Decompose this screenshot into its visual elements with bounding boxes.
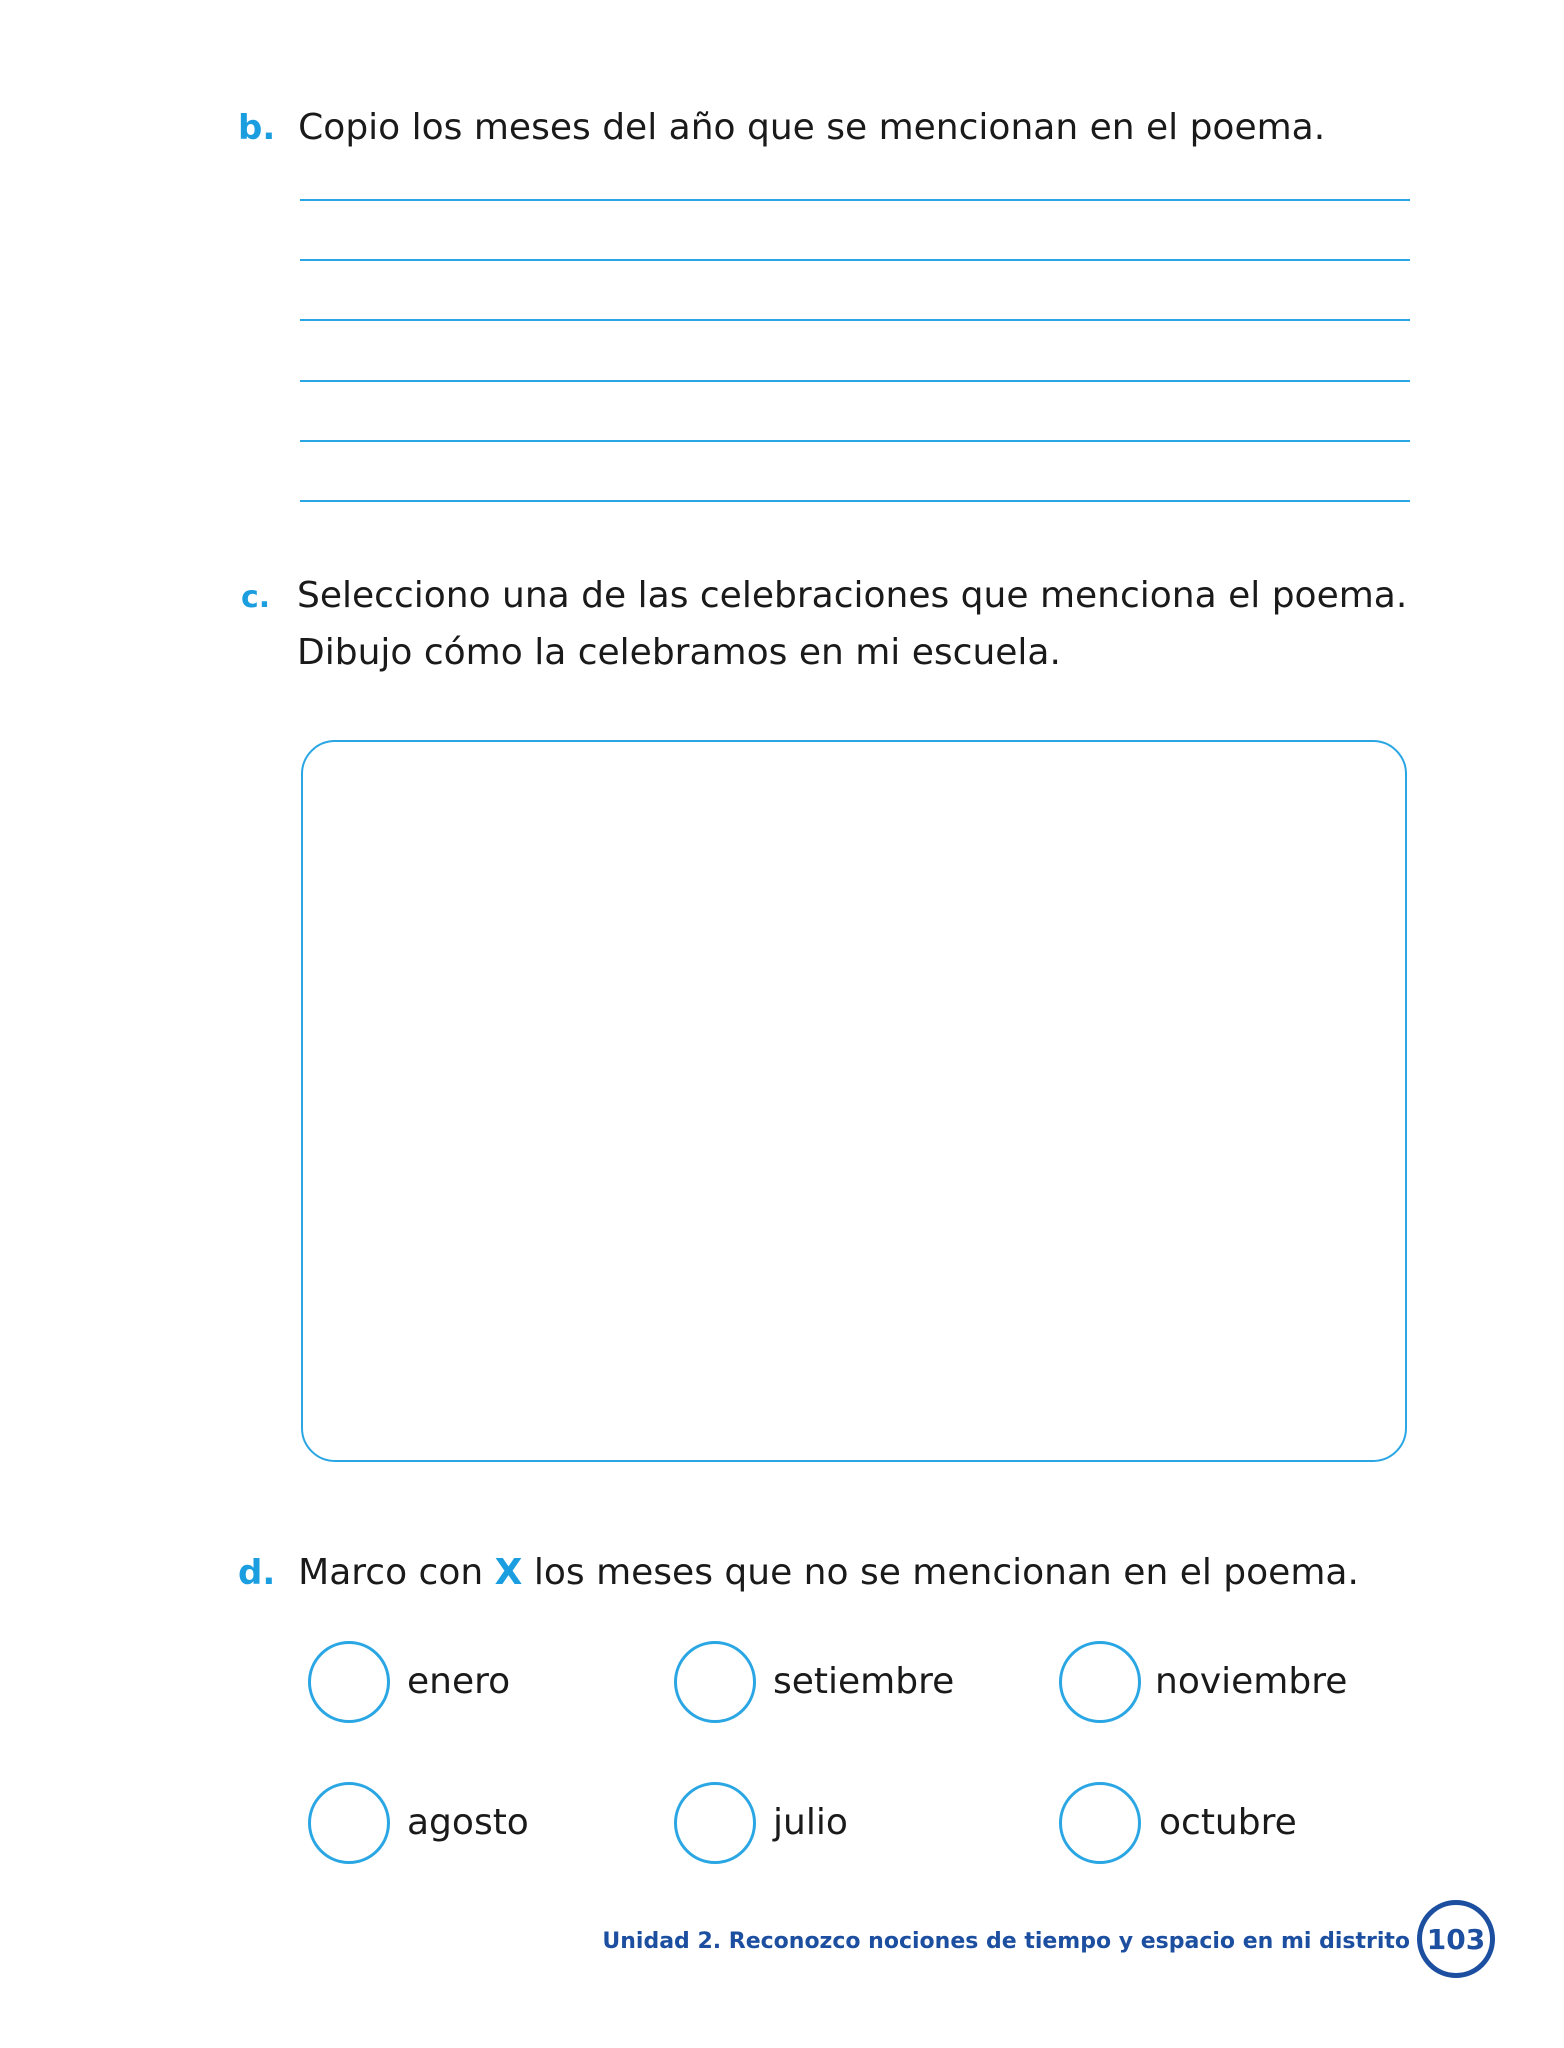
writing-line-2[interactable] xyxy=(300,259,1410,261)
drawing-box[interactable] xyxy=(301,740,1407,1462)
question-c-label: c. xyxy=(241,580,271,615)
question-d-label: d. xyxy=(238,1553,276,1593)
checkbox-enero[interactable] xyxy=(308,1641,390,1723)
option-label-enero: enero xyxy=(407,1661,511,1702)
footer-unit-title: Unidad 2. Reconozco nociones de tiempo y espacio en mi distrito xyxy=(602,1929,1410,1954)
option-label-setiembre: setiembre xyxy=(773,1661,955,1702)
question-d-text-before: Marco con xyxy=(298,1552,484,1593)
checkbox-agosto[interactable] xyxy=(308,1782,390,1864)
question-d-text-after: los meses que no se mencionan en el poema. xyxy=(533,1552,1359,1593)
option-label-agosto: agosto xyxy=(407,1802,529,1843)
checkbox-noviembre[interactable] xyxy=(1059,1641,1141,1723)
question-c-line1: Selecciono una de las celebraciones que menciona el poema. xyxy=(297,575,1408,616)
question-d-mark: X xyxy=(494,1552,523,1593)
checkbox-setiembre[interactable] xyxy=(674,1641,756,1723)
option-label-noviembre: noviembre xyxy=(1155,1661,1348,1702)
question-b xyxy=(238,106,1325,150)
option-label-octubre: octubre xyxy=(1159,1802,1297,1843)
option-label-julio: julio xyxy=(773,1802,848,1843)
page-number: 103 xyxy=(1417,1900,1495,1978)
writing-line-3[interactable] xyxy=(300,319,1410,321)
question-c-line2: Dibujo cómo la celebramos en mi escuela. xyxy=(297,632,1061,673)
question-b-text: Copio los meses del año que se mencionan en el poema. xyxy=(298,107,1326,148)
checkbox-octubre[interactable] xyxy=(1059,1782,1141,1864)
writing-line-5[interactable] xyxy=(300,440,1410,442)
question-d xyxy=(238,1551,1359,1595)
writing-line-6[interactable] xyxy=(300,500,1410,502)
writing-line-4[interactable] xyxy=(300,380,1410,382)
writing-line-1[interactable] xyxy=(300,199,1410,201)
checkbox-julio[interactable] xyxy=(674,1782,756,1864)
question-b-label: b. xyxy=(238,108,276,148)
